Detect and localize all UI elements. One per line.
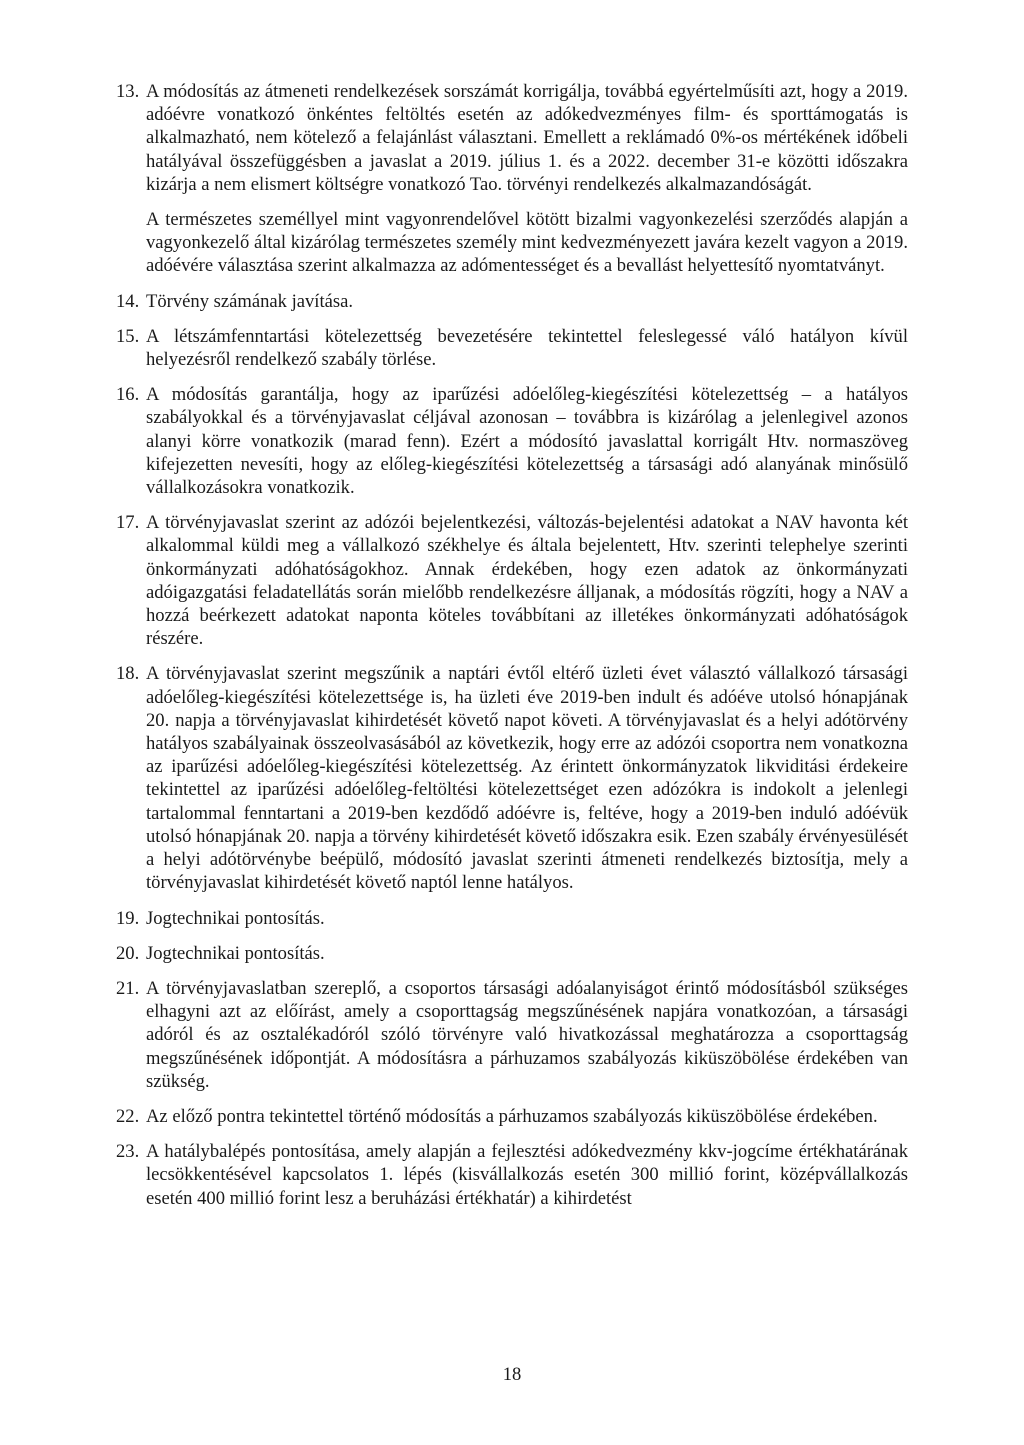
list-item-16 — [116, 383, 908, 499]
item-number: 19. — [116, 907, 140, 929]
page-number: 18 — [502, 1364, 522, 1385]
item-number: 22. — [116, 1105, 140, 1127]
item-number: 20. — [116, 942, 140, 964]
item-number: 17. — [116, 512, 140, 534]
list-item-13 — [116, 80, 908, 196]
list-item-14 — [116, 290, 908, 313]
item-number: 13. — [116, 81, 140, 102]
item-number: 21. — [116, 977, 140, 999]
list-item-18 — [116, 662, 908, 894]
item-text: A törvényjavaslatban szereplő, a csoportos társasági adóalanyiságot érintő módosításból szükséges elhagyni azt az előírást, amely a csoporttagság megszűnésének napjára vonatkozóan, a társasági adóról és az osztalékadóról szóló törvényre való hivatkozással meghatározza a csoporttagság megszűnésének időpontját. A módosításra a párhuzamos szabályozás kiküszöbölése érdekében van szükség. — [146, 977, 908, 1092]
list-item-15 — [116, 325, 908, 371]
list-item-17 — [116, 511, 908, 650]
list-item-23 — [116, 1140, 908, 1210]
list-item-22 — [116, 1105, 908, 1128]
item-text: Jogtechnikai pontosítás. — [146, 907, 325, 929]
item-text: A törvényjavaslat szerint megszűnik a naptári évtől eltérő üzleti évet választó vállalkozó társasági adóelőleg-kiegészítési kötelezettsége is, ha üzleti éve 2019-ben indult és adóéve utolsó hónapjának 20. napja a törvényjavaslat kihirdetését követő napot követi. A törvényjavaslat és a helyi adótörvény hatályos szabályainak összeolvasásából az következik, hogy erre az adózói csoportra nem vonatkozna az iparűzési adóelőleg-kiegészítési kötelezettség. Az érintett önkormányzatok likviditási érdekeire tekintettel az iparűzési adóelőleg-feltöltési kötelezettséget ezen adózókra is indokolt a jelenlegi tartalommal fenntartani a 2019-ben kezdődő adóévre is, feltéve, hogy a 2019-ben induló adóévük utolsó hónapjának 20. napja a törvény kihirdetését követő időszakra esik. Ezen szabály érvényesülését a helyi adótörvénybe beépülő, módosító javaslat szerinti átmeneti rendelkezés biztosítja, mely a törvényjavaslat kihirdetését követő naptól lenne hatályos. — [146, 663, 908, 894]
item-text: A módosítás az átmeneti rendelkezések sorszámát korrigálja, továbbá egyértelműsíti azt, hogy a 2019. adóévre vonatkozó önkéntes feltöltés esetén az adókedvezményes film- és sporttámogatás is alkalmazható, nem kötelező a felajánlást választani. Emellett a reklámadó 0%-os mértékének időbeli hatályával összefüggésben a javaslat a 2019. július 1. és a 2022. december 31-e közötti időszakra kizárja a nem elismert költségre vonatkozó Tao. törvényi rendelkezés alkalmazandóságát. — [146, 81, 908, 195]
list-item-21 — [116, 977, 908, 1093]
item-text: Törvény számának javítása. — [146, 290, 354, 312]
list-item-19 — [116, 907, 908, 930]
paragraph-13-continuation: A természetes személlyel mint vagyonrendelővel kötött bizalmi vagyonkezelési szerződés alapján a vagyonkezelő által kizárólag természetes személy mint kedvezményezett javára kezelt vagyon a 2019. adóévére választása szerint alkalmazza az adómentességet és a bevallást helyettesítő nyomtatványt. — [146, 209, 908, 277]
item-text: Jogtechnikai pontosítás. — [146, 942, 325, 964]
item-text: A törvényjavaslat szerint az adózói bejelentkezési, változás-bejelentési adatokat a NAV havonta két alkalommal küldi meg a vállalkozó székhelye és általa bejelentett, Htv. szerinti telephelye szerinti önkormányzati adóhatóságokhoz. Annak érdekében, hogy ezen adatok az önkormányzati adóigazgatási feladatellátás során mielőbb rendelkezésre álljanak, a módosítás rögzíti, hogy a NAV a hozzá beérkezett adatokat naponta köteles továbbítani az illetékes önkormányzati adóhatóságok részére. — [146, 512, 908, 650]
item-text: Az előző pontra tekintettel történő módosítás a párhuzamos szabályozás kiküszöbölése érdekében. — [146, 1105, 878, 1127]
item-number: 18. — [116, 663, 140, 685]
item-number: 16. — [116, 384, 140, 406]
item-number: 14. — [116, 290, 140, 312]
item-text: A módosítás garantálja, hogy az iparűzési adóelőleg-kiegészítési kötelezettség – a hatályos szabályokkal és a törvényjavaslat céljával azonosan – továbbra is kizárólag a jelenlegivel azonos alanyi körre vonatkozik (marad fenn). Ezért a módosító javaslattal korrigált Htv. normaszöveg kifejezetten nevesíti, hogy az előleg-kiegészítési kötelezettség a társasági adó alanyának minősülő vállalkozásokra vonatkozik. — [146, 384, 908, 499]
item-text: A hatálybalépés pontosítása, amely alapján a fejlesztési adókedvezmény kkv-jogcíme értékhatárának lecsökkentésével kapcsolatos 1. lépés (kisvállalkozás esetén 300 millió forint, középvállalkozás esetén 400 millió forint lesz a beruházási értékhatár) a kihirdetést — [146, 1141, 908, 1209]
item-number: 23. — [116, 1141, 140, 1163]
item-number: 15. — [116, 325, 140, 347]
list-item-20 — [116, 942, 908, 965]
document-body — [116, 80, 908, 1222]
item-text: A létszámfenntartási kötelezettség bevezetésére tekintettel feleslegessé váló hatályon kívül helyezésről rendelkező szabály törlése. — [146, 325, 908, 371]
